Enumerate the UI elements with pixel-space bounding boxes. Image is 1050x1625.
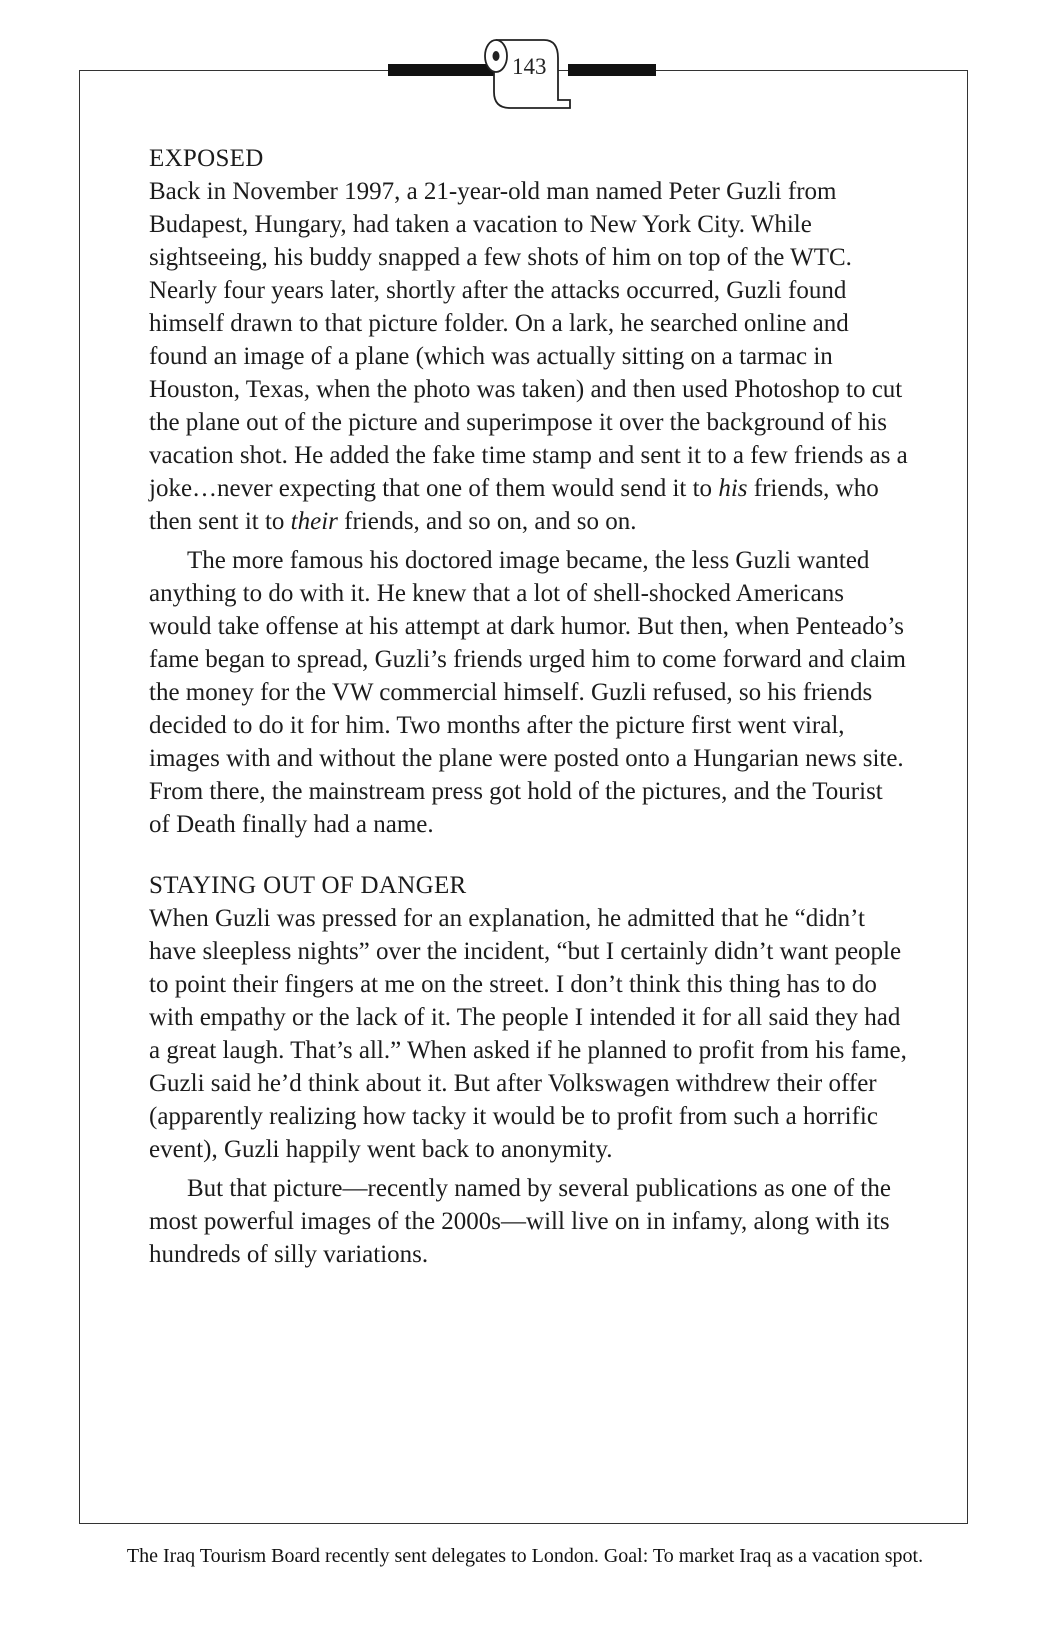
emphasis-text: their — [290, 508, 338, 535]
paragraph: But that picture—recently named by several publications as one of the most powerful images of the 2000s—will live on in infamy, along with its hundreds of silly variations. — [149, 1175, 891, 1268]
paragraph: The more famous his doctored image became, the less Guzli wanted anything to do with it. He knew that a lot of shell-shocked Americans would take offense at his attempt at dark humor. But then, when Penteado’s fame began to spread, Guzli’s friends urged him to come forward and claim the money for the VW commercial himself. Guzli refused, so his friends decided to do it for him. Two months after the picture first went viral, images with and without the plane were posted onto a Hungarian news site. From there, the mainstream press got hold of the pictures, and the Tourist of Death finally had a name. — [149, 547, 906, 838]
emphasis-text: his — [718, 475, 748, 502]
section-heading-exposed: EXPOSED — [149, 145, 264, 172]
page-body — [149, 142, 909, 1271]
paragraph-text: friends, who then sent it to — [149, 475, 879, 535]
header-bar-right — [568, 64, 656, 76]
paragraph-text: Back in November 1997, a 21-year-old man named Peter Guzli from Budapest, Hungary, had taken a vacation to New York City. While sightseeing, his buddy snapped a few shots of him on top of the WTC. Nearly four years later, shortly after the attacks occurred, Guzli found himself drawn to that picture folder. On a lark, he searched online and found an image of a plane (which was actually sitting on a tarmac in Houston, Texas, when the photo was taken) and then used Photoshop to cut the plane out of the picture and superimpose it over the background of his vacation shot. He added the fake time stamp and sent it to a few friends as a joke…never expecting that one of them would send it to — [149, 178, 908, 502]
paragraph: When Guzli was pressed for an explanation, he admitted that he “didn’t have sleepless nights” over the incident, “but I certainly didn’t want people to point their fingers at me on the street. I don’t think this thing has to do with empathy or the lack of it. The people I intended it for all said they had a great laugh. That’s all.” When asked if he planned to profit from his fame, Guzli said he’d think about it. But after Volkswagen withdrew their offer (apparently realizing how tacky it would be to profit from such a horrific event), Guzli happily went back to anonymity. — [149, 905, 907, 1163]
section-heading-staying-out-of-danger: STAYING OUT OF DANGER — [149, 872, 467, 899]
paragraph — [149, 175, 909, 538]
paragraph-text: friends, and so on, and so on. — [337, 508, 637, 535]
page-number: 143 — [512, 54, 547, 79]
footer-fact: The Iraq Tourism Board recently sent delegates to London. Goal: To market Iraq as a vacation spot. — [126, 1545, 924, 1567]
